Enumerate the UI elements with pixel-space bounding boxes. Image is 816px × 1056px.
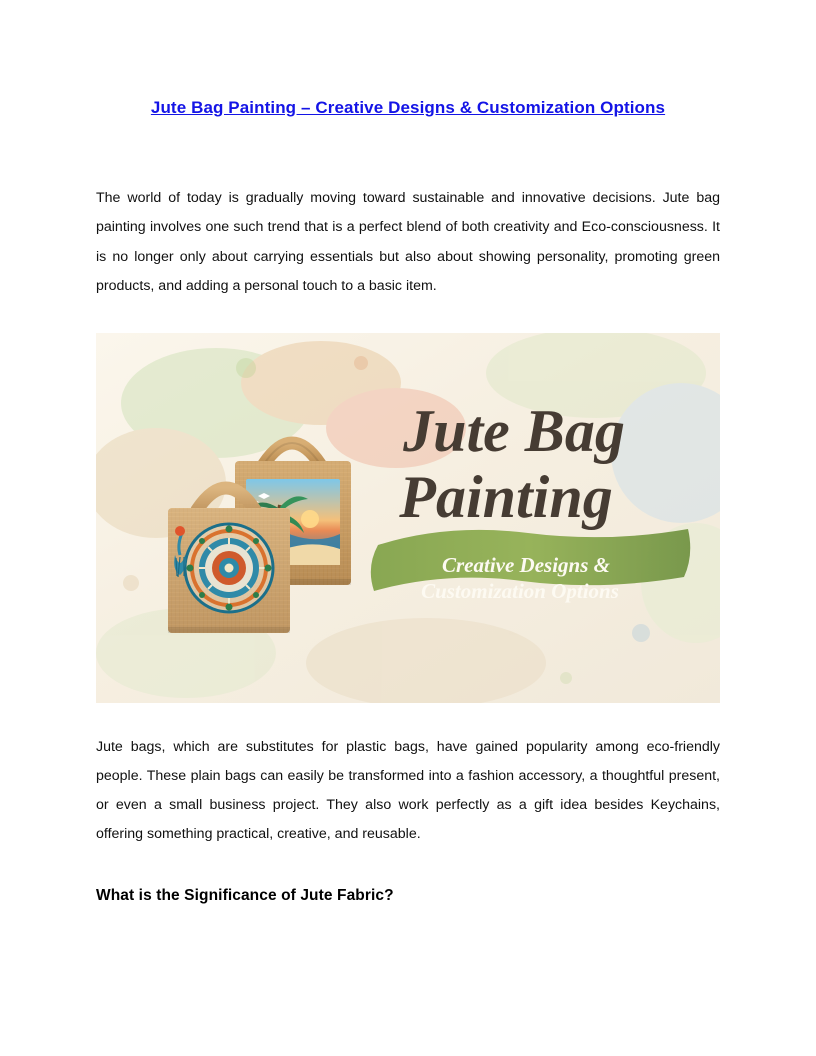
- mandala-motif: [184, 523, 274, 613]
- front-jute-bag: [168, 488, 290, 633]
- banner-subline-1: Creative Designs &: [442, 552, 610, 577]
- paragraph-2: Jute bags, which are substitutes for plastic bags, have gained popularity among eco-friendly people. These plain bags can easily be transformed into a fashion accessory, a thoughtful present, or even a small business project. They also work perfectly as a gift idea besides Keychains, offering something practical, creative, and reusable.: [96, 738, 720, 843]
- section-heading: What is the Significance of Jute Fabric?: [96, 887, 394, 905]
- paragraph-1: The world of today is gradually moving toward sustainable and innovative decisions. Jute bag painting involves one such trend that is a perfect blend of both creativity and Eco-consciousness. It is no longer only about carrying essentials but also about showing personality, promoting green products, and adding a personal touch to a basic item.: [96, 190, 720, 294]
- banner-illustration: [96, 333, 720, 703]
- banner-headline-2: Painting: [399, 463, 613, 530]
- banner-subline-2: Customization Options: [421, 578, 619, 603]
- banner-headline-1: Jute Bag: [403, 397, 625, 464]
- banner-image: [96, 333, 720, 703]
- page-title: Jute Bag Painting – Creative Designs & Customization Options: [150, 98, 666, 117]
